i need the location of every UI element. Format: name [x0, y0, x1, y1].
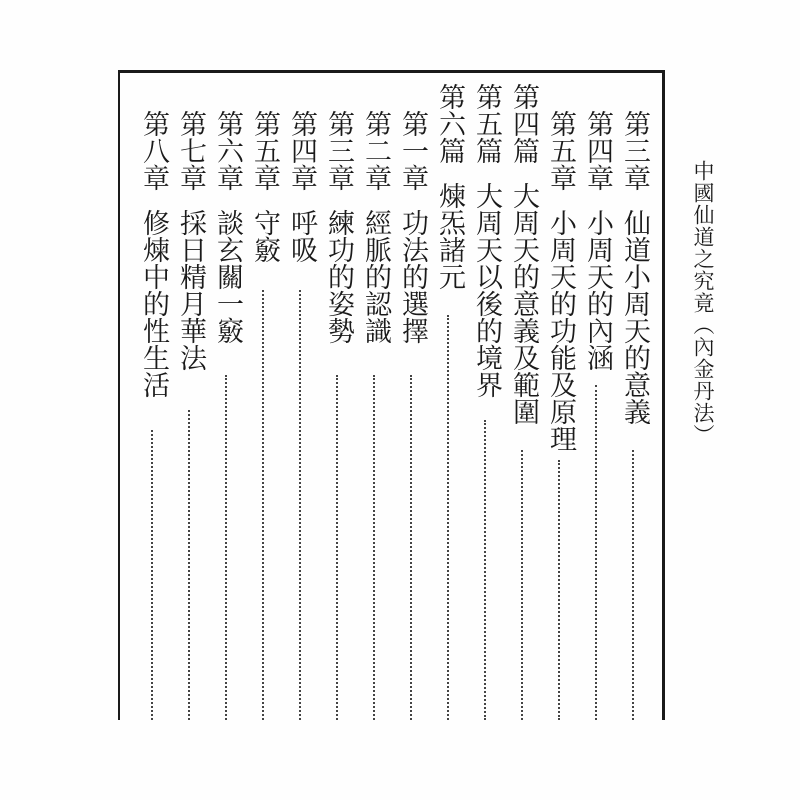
dot-leader: [262, 290, 264, 720]
toc-entry: [247, 110, 281, 263]
toc-entry-label: 第五章: [545, 110, 576, 191]
dot-leader: [188, 410, 190, 720]
toc-entry-title: 煉炁諸元: [434, 182, 465, 290]
toc-entry-title: 大周天的意義及範圍: [508, 182, 539, 425]
toc-entry-label: 第七章: [175, 110, 206, 191]
toc-entry-label: 第六章: [212, 110, 243, 191]
toc-entry: [395, 110, 429, 344]
dot-leader: [447, 315, 449, 720]
toc-entry-title: 小周天的內涵: [582, 209, 613, 371]
frame-top-rule: [118, 70, 664, 73]
toc-entry-title: 小周天的功能及原理: [545, 209, 576, 452]
dot-leader: [336, 375, 338, 720]
toc-entry: [284, 110, 318, 263]
toc-entry-label: 第四章: [582, 110, 613, 191]
toc-entry-label: 第四篇: [508, 83, 539, 164]
toc-entry: [469, 83, 503, 398]
toc-entry-title: 談玄關一竅: [212, 209, 243, 344]
dot-leader: [558, 460, 560, 720]
dot-leader: [410, 375, 412, 720]
dot-leader: [595, 385, 597, 720]
toc-entry-label: 第五章: [249, 110, 280, 191]
dot-leader: [484, 420, 486, 720]
toc-entry: [173, 110, 207, 371]
toc-entry-label: 第六篇: [434, 83, 465, 164]
toc-entry: [617, 110, 651, 425]
toc-entry: [506, 83, 540, 425]
toc-entry: [321, 110, 355, 344]
toc-entry-title: 大周天以後的境界: [471, 182, 502, 398]
dot-leader: [299, 290, 301, 720]
frame-right-rule: [662, 70, 665, 720]
toc-entry-title: 修煉中的性生活: [138, 209, 169, 398]
toc-entry-label: 第四章: [286, 110, 317, 191]
toc-entry: [543, 110, 577, 452]
toc-entry-label: 第一章: [397, 110, 428, 191]
dot-leader: [373, 375, 375, 720]
frame-left-rule: [118, 70, 120, 720]
dot-leader: [632, 450, 634, 720]
toc-entry-label: 第三章: [619, 110, 650, 191]
running-head: 中國仙道之究竟（內金丹法）: [691, 160, 715, 446]
toc-entry-label: 第八章: [138, 110, 169, 191]
toc-entry-title: 採日精月華法: [175, 209, 206, 371]
toc-entry-label: 第二章: [360, 110, 391, 191]
dot-leader: [151, 430, 153, 720]
toc-entry-title: 守竅: [249, 209, 280, 263]
toc-entry: [136, 110, 170, 398]
toc-entry: [432, 83, 466, 290]
dot-leader: [521, 450, 523, 720]
toc-entry-label: 第三章: [323, 110, 354, 191]
toc-entry: [358, 110, 392, 344]
toc-entry-title: 練功的姿勢: [323, 209, 354, 344]
toc-entry-label: 第五篇: [471, 83, 502, 164]
toc-entry: [210, 110, 244, 344]
toc-entry: [580, 110, 614, 371]
toc-entry-title: 呼吸: [286, 209, 317, 263]
toc-entry-title: 仙道小周天的意義: [619, 209, 650, 425]
toc-entry-title: 經脈的認識: [360, 209, 391, 344]
dot-leader: [225, 375, 227, 720]
toc-entry-title: 功法的選擇: [397, 209, 428, 344]
